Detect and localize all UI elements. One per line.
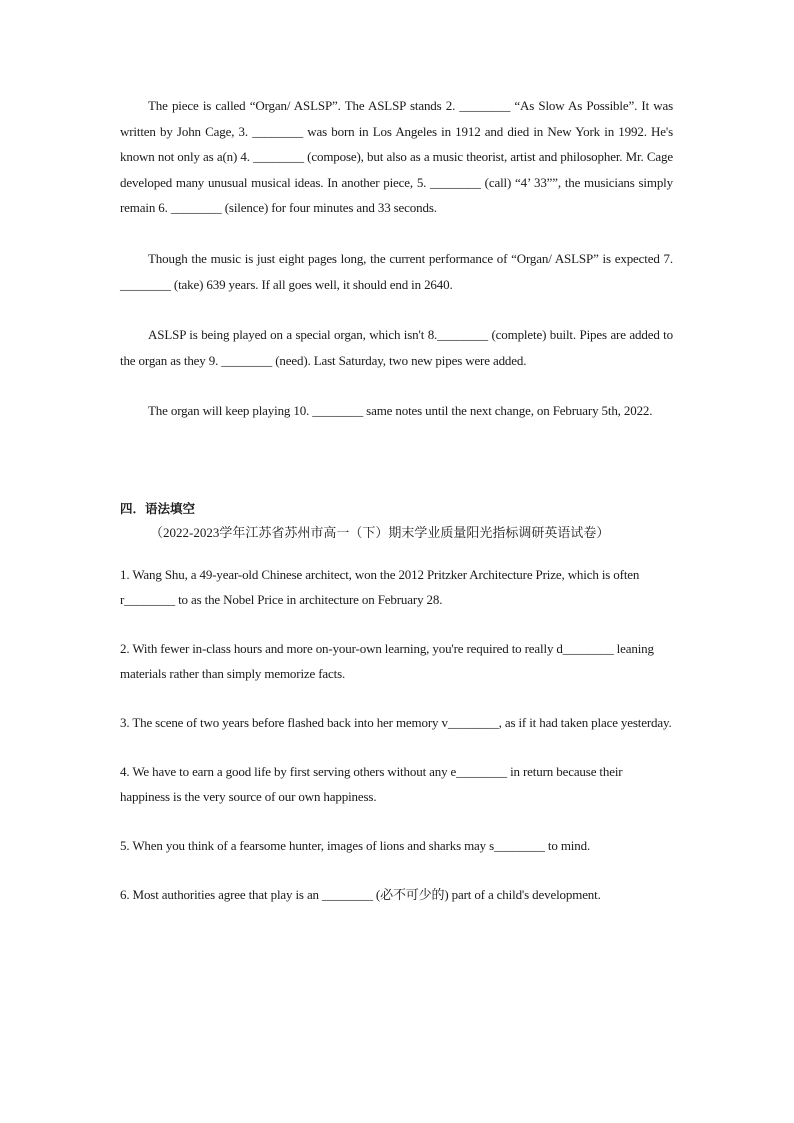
document-page (120, 93, 673, 907)
question-item-1: 1. Wang Shu, a 49-year-old Chinese architect, won the 2012 Pritzker Architecture Prize, which is often r________ to as the Nobel Price in architecture on February 28. (120, 566, 640, 607)
question-item-3: 3. The scene of two years before flashed back into her memory v________, as if it had taken place yesterday. (120, 714, 672, 730)
section-source: （2022-2023学年江苏省苏州市高一（下）期末学业质量阳光指标调研英语试卷） (150, 524, 610, 540)
section-title: 四．语法填空 (120, 500, 196, 516)
question-item-5: 5. When you think of a fearsome hunter, images of lions and sharks may s________ to mind. (120, 837, 591, 853)
question-item-4: 4. We have to earn a good life by first serving others without any e________ in return because their happiness is the very source of our own happiness. (120, 763, 623, 804)
question-item-2: 2. With fewer in-class hours and more on-your-own learning, you're required to really d________ leaning materials rather than simply memorize facts. (120, 640, 654, 681)
question-item-6: 6. Most authorities agree that play is an ________ (必不可少的) part of a child's development. (120, 886, 601, 902)
passage-paragraph-3: ASLSP is being played on a special organ, which isn't 8.________ (complete) built. Pipes are added to the organ as they 9. ________ (need). Last Saturday, two new pipes were added. (120, 327, 673, 368)
passage-paragraph-4: The organ will keep playing 10. ________ same notes until the next change, on February 5th, 2022. (148, 403, 653, 419)
passage-paragraph-1: The piece is called “Organ/ ASLSP”. The ASLSP stands 2. ________ “As Slow As Possible”. It was written by John Cage, 3. ________ was born in Los Angeles in 1912 and died in New York in 1992. He's known not only as a(n) 4. ________ (compose), but also as a music theorist, artist and philosopher. Mr. Cage developed many unusual musical ideas. In another piece, 5. ________ (call) “4’ 33””, the musicians simply remain 6. ________ (silence) for four minutes and 33 seconds. (120, 98, 673, 216)
passage-paragraph-2: Though the music is just eight pages long, the current performance of “Organ/ ASLSP” is expected 7. ________ (take) 639 years. If all goes well, it should end in 2640. (120, 250, 673, 292)
